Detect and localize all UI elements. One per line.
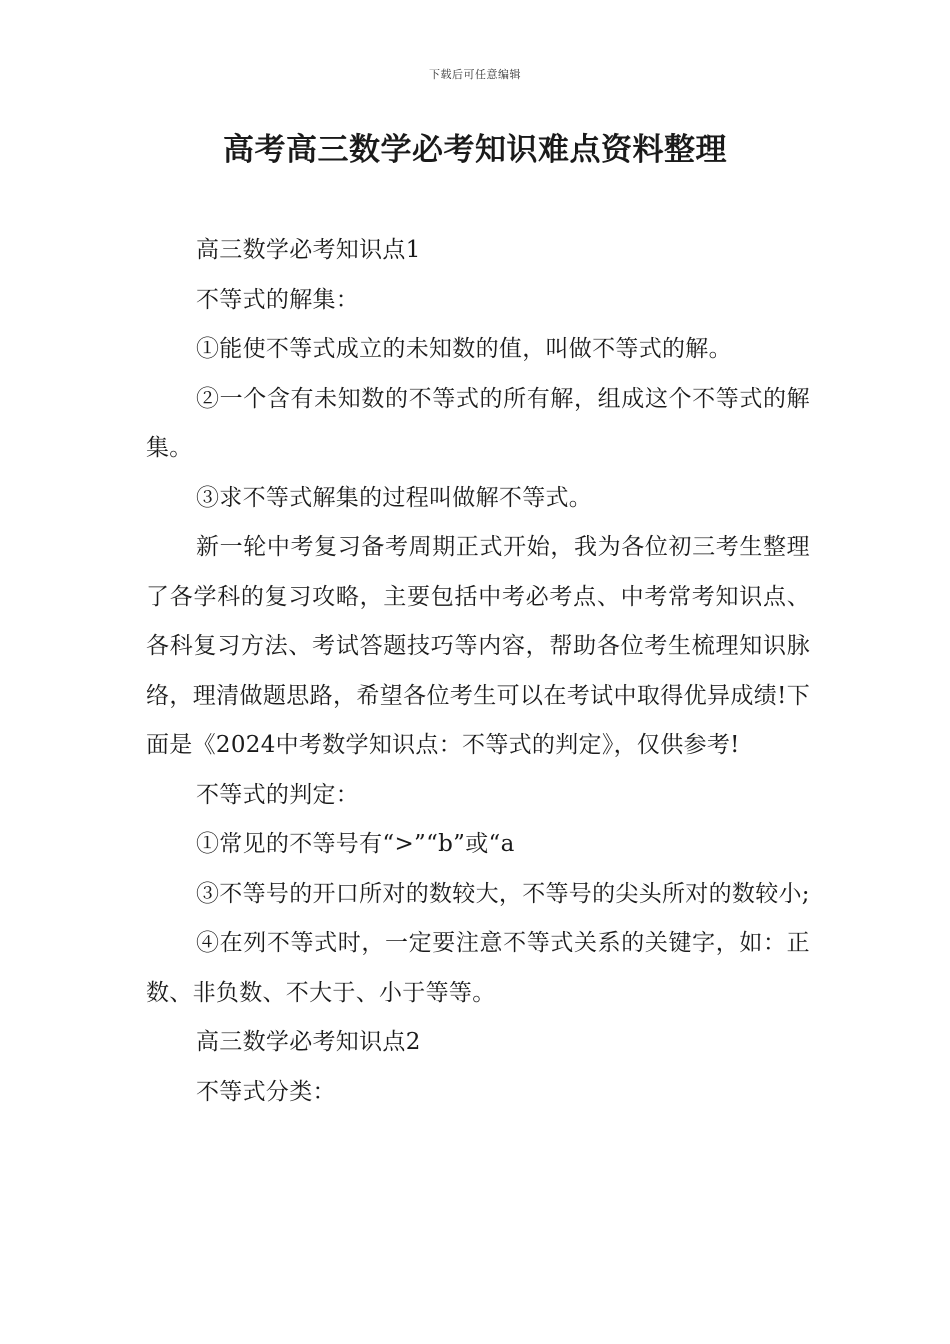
document-title: 高考高三数学必考知识难点资料整理: [223, 132, 727, 168]
paragraph-item-1: ①能使不等式成立的未知数的值，叫做不等式的解。: [196, 336, 732, 362]
paragraph-judgement-heading: 不等式的判定：: [196, 781, 360, 808]
document-body: [146, 226, 810, 1117]
paragraph-judgement-1: ①常见的不等号有“>”“b”或“a: [196, 831, 515, 857]
section-heading-1: 高三数学必考知识点1: [196, 237, 421, 263]
paragraph-judgement-3: ③不等号的开口所对的数较大，不等号的尖头所对的数较小;: [196, 880, 810, 907]
paragraph-intro: 新一轮中考复习备考周期正式开始，我为各位初三考生整理了各学科的复习攻略，主要包括中考必考点、中考常考知识点、各科复习方法、考试答题技巧等内容，帮助各位考生梳理知识脉络，理清做题思路，希望各位考生可以在考试中取得优异成绩!下面是《2024中考数学知识点：不等式的判定》，仅供参考!: [146, 534, 810, 758]
paragraph-item-3: ③求不等式解集的过程叫做解不等式。: [196, 484, 593, 511]
paragraph-solution-set-heading: 不等式的解集：: [196, 286, 360, 313]
paragraph-classification-heading: 不等式分类：: [196, 1078, 336, 1105]
section-heading-2: 高三数学必考知识点2: [196, 1029, 421, 1055]
page-header-note: 下载后可任意编辑: [429, 68, 521, 81]
paragraph-item-2: ②一个含有未知数的不等式的所有解，组成这个不等式的解集。: [146, 385, 810, 461]
paragraph-judgement-4: ④在列不等式时，一定要注意不等式关系的关键字，如：正数、非负数、不大于、小于等等。: [146, 930, 810, 1006]
